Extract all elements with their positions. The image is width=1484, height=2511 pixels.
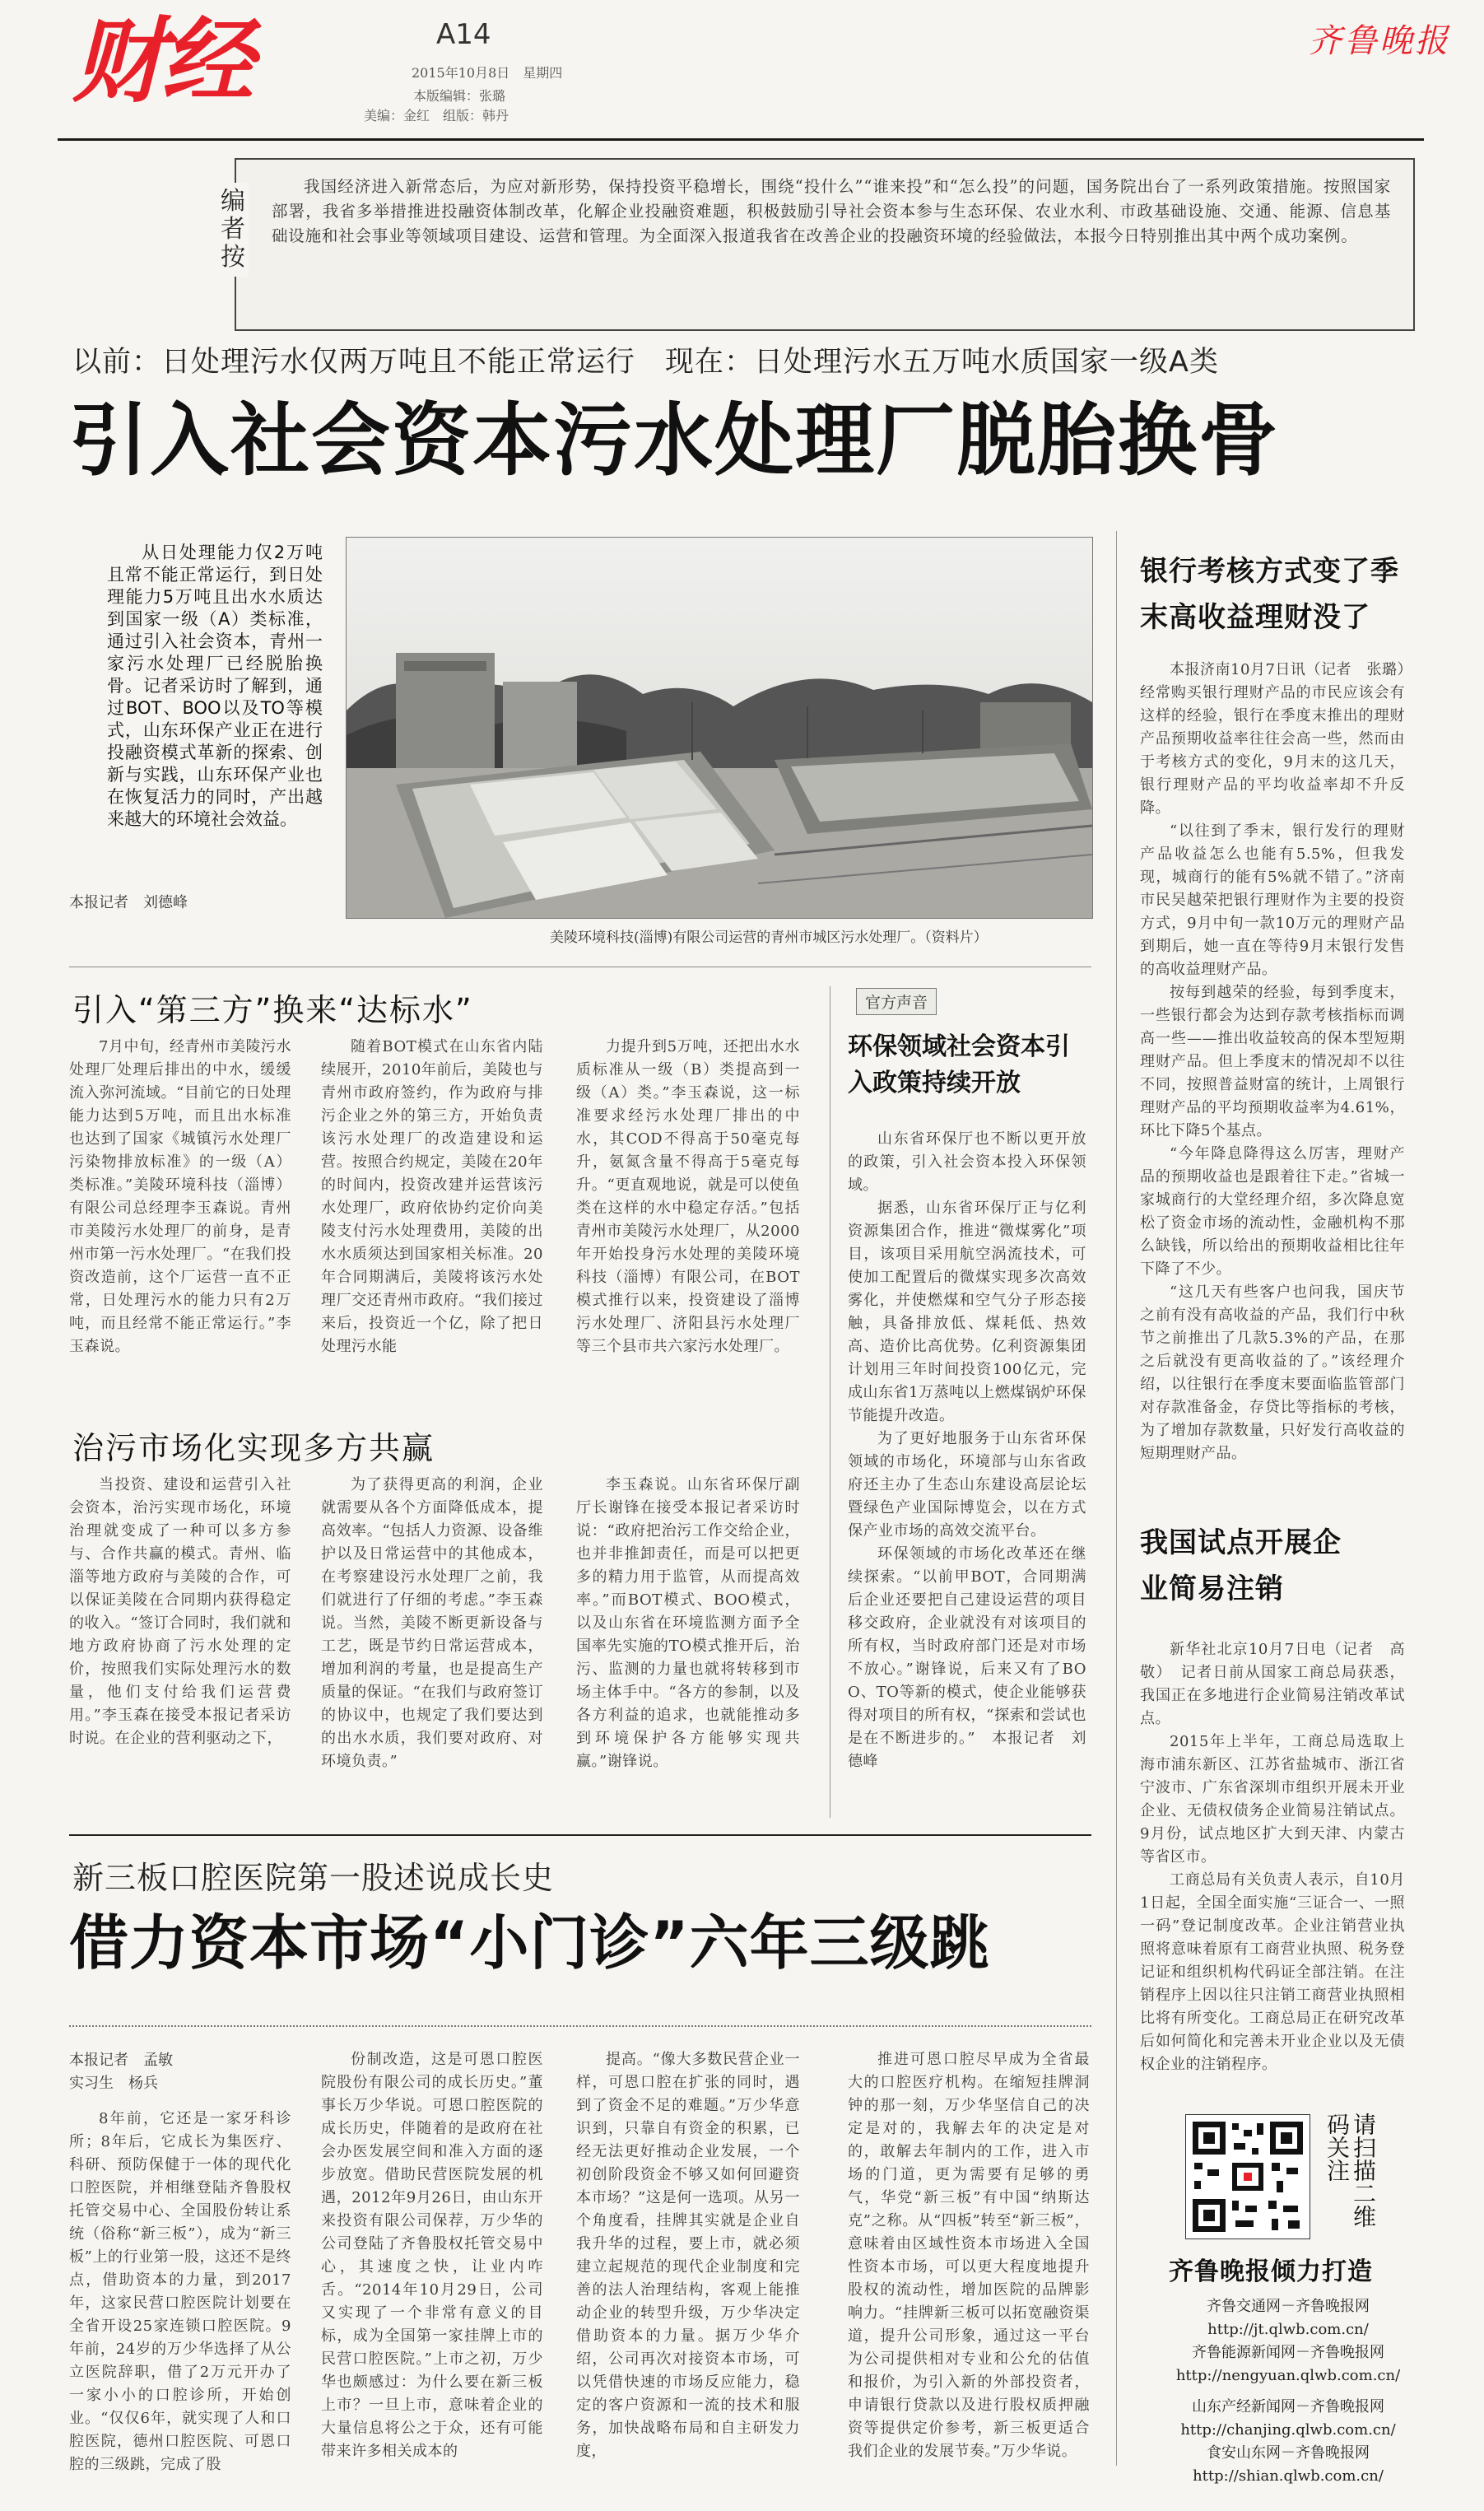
story1-byline: 本报记者 刘德峰: [69, 894, 188, 911]
editor-note-label: 编者按: [221, 183, 249, 277]
story2-dotted-rule: [69, 2025, 1091, 2027]
page-number: A14: [436, 18, 491, 51]
right-column-divider: [1116, 531, 1117, 2466]
qr-label: 请扫描二维码关注: [1324, 2113, 1377, 2228]
promo-site-url[interactable]: http://jt.qlwb.com.cn/: [1207, 2321, 1369, 2338]
story2-top-rule: [69, 1834, 1091, 1836]
water-treatment-photo: [347, 538, 1092, 918]
story2-col1: 8年前，它还是一家牙科诊所；8年后，它成长为集医疗、科研、预防保健于一体的现代化口腔医院，并相继登陆齐鲁股权托管交易中心、全国股份转让系统（俗称“新三板”），成为“新三板”上的行业第一股，这还不是终点，借助资本的力量，到2017年，这家民营口腔医院计划要在全省开设25家连锁口腔医院。9年前，24岁的万少华选择了从公立医院辞职，借了2万元开办了一家小小的口腔诊所，开始创业。“仅仅6年，就实现了人和口腔医院，德州口腔医院、可恩口腔的三级跳，完成了股: [69, 2110, 291, 2473]
story1-section2-col1: 当投资、建设和运营引入社会资本，治污实现市场化，环境治理就变成了一种可以多方参与、合作共赢的模式。青州、临淄等地方政府与美陵的合作，可以保证美陵在合同期内获得稳定的收入。“签订合同时，我们就和地方政府协商了污水处理的定价，按照我们实际处理污水的数量，他们支付给我们运营费用。”李玉森在接受本报记者采访时说。在企业的营利驱动之下，: [69, 1476, 291, 1747]
story1-section1-col1: 7月中旬，经青州市美陵污水处理厂处理后排出的中水，缓缓流入弥河流域。“目前它的日处理能力达到5万吨，而且出水标准也达到了国家《城镇污水处理厂污染物排放标准》的一级（A）类标准。”美陵环境科技（淄博）有限公司总经理李玉森说。青州市美陵污水处理厂的前身，是青州市第一污水处理厂。“在我们投资改造前，这个厂运营一直不正常，日处理污水的能力只有2万吨，而且经常不能正常运行。”李玉森说。: [69, 1038, 291, 1355]
right-news2-title: 我国试点开展企业简易注销: [1140, 1526, 1342, 1605]
story1-photo: [346, 537, 1093, 919]
promo-site-name: 齐鲁能源新闻网－齐鲁晚报网: [1192, 2344, 1384, 2361]
right-news2-body: [1140, 1638, 1405, 2076]
promo-slogan: 齐鲁晚报倾力打造: [1169, 2257, 1373, 2286]
editor-line: 本版编辑：张璐: [413, 88, 506, 104]
right-news1-para: “这几天有些客户也问我，国庆节之前有没有高收益的产品，我们行中秋节之前推出了几款5.3%的产品，在那之后就没有更高收益的了。”该经理介绍，以往银行在季度末要面临监管部门对存款准备金，存贷比等指标的考核，为了增加存款数量，只好发行高收益的短期理财产品。: [1140, 1283, 1405, 1462]
side-column-text: [848, 1128, 1086, 1773]
promo-site-name: 食安山东网－齐鲁晚报网: [1207, 2444, 1370, 2462]
story1-kicker: 以前：日处理污水仅两万吨且不能正常运行 现在：日处理污水五万吨水质国家一级A类: [72, 346, 1219, 379]
side-column-tag: 官方声音: [856, 988, 937, 1015]
right-news2-para: 2015年上半年，工商总局选取上海市浦东新区、江苏省盐城市、浙江省宁波市、广东省深圳市组织开展未开业企业、无债权债务企业简易注销试点。9月份，试点地区扩大到天津、内蒙古等省区市。: [1140, 1733, 1405, 1866]
side-column-para: 据悉，山东省环保厅正与亿利资源集团合作，推进“微煤雾化”项目，该项目采用航空涡流技术，可使加工配置后的微煤实现多次高效雾化，并使燃煤和空气分子形态接触，具备排放低、煤耗低、热效高、造价比高优势。亿利资源集团计划用三年时间投资100亿元，完成山东省1万蒸吨以上燃煤锅炉环保节能提升改造。: [848, 1200, 1086, 1424]
right-news2-para: 新华社北京10月7日电（记者 高敬） 记者日前从国家工商总局获悉，我国正在多地进行企业简易注销改革试点。: [1140, 1641, 1405, 1727]
right-news1-para: “今年降息降得这么厉害，理财产品的预期收益也是跟着往下走。”省城一家城商行的大堂经理介绍，多次降息宽松了资金市场的流动性，金融机构不那么缺钱，所以给出的预期收益相比往年下降了不少。: [1140, 1145, 1405, 1278]
story1-section2-col2: 为了获得更高的利润，企业就需要从各个方面降低成本，提高效率。“包括人力资源、设备维护以及日常运营中的其他成本，在考察建设污水处理厂之前，我们就进行了仔细的考虑。”李玉森说。当然，美陵不断更新设备与工艺，既是节约日常运营成本，增加利润的考量，也是提高生产质量的保证。“在我们与政府签订的协议中，也规定了我们要达到的出水水质，我们要对政府、对环境负责。”: [321, 1476, 543, 1770]
story1-section1-col2: 随着BOT模式在山东省内陆续展开，2010年前后，美陵也与青州市政府签约，作为政府与排污企业之外的第三方，开始负责该污水处理厂的改造建设和运营。按照合约规定，美陵在20年的时间内，投资改建并运营该污水处理厂，政府依协约定价向美陵支付污水处理费用，美陵的出水水质须达到国家相关标准。20年合同期满后，美陵将该污水处理厂交还青州市政府。“我们接过来后，投资近一个亿，除了把日处理污水能: [321, 1038, 543, 1355]
masthead-rule: [58, 138, 1424, 141]
story1-headline: 引入社会资本污水处理厂脱胎换骨: [69, 394, 1279, 487]
date-line: 2015年10月8日 星期四: [412, 65, 563, 81]
story2-byline-intern: 实习生 杨兵: [69, 2075, 158, 2092]
side-column-title: 环保领域社会资本引入政策持续开放: [848, 1032, 1070, 1097]
side-column-para: 环保领域的市场化改革还在继续探索。“以前甲BOT，合同期满后企业还要把自己建设运营的项目移交政府，企业就没有对该项目的所有权，当时政府部门还是对市场不放心。”谢锋说，后来又有了BOO、TO等新的模式，使企业能够获得对项目的所有权，“探索和尝试也是在不断进步的。” 本报记者 刘德峰: [848, 1545, 1086, 1770]
promo-site-url[interactable]: http://nengyuan.qlwb.com.cn/: [1175, 2367, 1401, 2384]
design-line: 美编：金红 组版：韩丹: [364, 108, 509, 123]
story1-photo-caption: 美陵环境科技(淄博)有限公司运营的青州市城区污水处理厂。（资料片）: [550, 929, 988, 946]
story1-section1-col3: 力提升到5万吨，还把出水水质标准从一级（B）类提高到一级（A）类。”李玉森说，这一标准要求经污水处理厂排出的中水，其COD不得高于50毫克每升，氨氮含量不得高于5毫克每升。“更直观地说，就是可以使鱼类在这样的水中稳定存活。”包括青州市美陵污水处理厂，从2000年开始投身污水处理的美陵环境科技（淄博）有限公司，在BOT模式推行以来，投资建设了淄博污水处理厂、济阳县污水处理厂等三个县市共六家污水处理厂。: [576, 1038, 800, 1355]
qr-code[interactable]: [1185, 2114, 1310, 2239]
story1-section2-col3: 李玉森说。山东省环保厅副厅长谢锋在接受本报记者采访时说：“政府把治污工作交给企业，也并非推卸责任，而是可以把更多的精力用于监管，从而提高效率。”而BOT模式、BOO模式，以及山东省在环境监测方面予全国率先实施的TO模式推开后，治污、监测的力量也就将转移到市场主体手中。“各方的参制，以及各方利益的追求，也就能推动多到环境保护各方能够实现共赢。”谢锋说。: [576, 1476, 800, 1770]
promo-site-url[interactable]: http://shian.qlwb.com.cn/: [1193, 2467, 1384, 2485]
qr-code-icon: [1186, 2115, 1310, 2238]
story2-col3: 提高。“像大多数民营企业一样，可恩口腔在扩张的同时，遇到了资金不足的难题。”万少华意识到，只靠自有资金的积累，已经无法更好推动企业发展，一个初创阶段资金不够又如何回避资本市场？”这是何一选项。从另一个角度看，挂牌其实就是企业自我升华的过程，要上市，就必须建立起规范的现代企业制度和完善的法人治理结构，客观上能推动企业的转型升级，万少华决定借助资本的力量。据万少华介绍，公司再次对接资本市场，可以凭借快速的市场反应能力，稳定的客户资源和一流的技术和服务，加快战略布局和自主研发力度，: [576, 2051, 800, 2460]
editor-note-text: 我国经济进入新常态后，为应对新形势，保持投资平稳增长，围绕“投什么”“谁来投”和“怎么投”的问题，国务院出台了一系列政策措施。按照国家部署，我省多举措推进投融资体制改革，化解企业投融资难题，积极鼓励引导社会资本参与生态环保、农业水利、市政基础设施、交通、能源、信息基础设施和社会事业等领域项目建设、运营和管理。为全面深入报道我省在改善企业的投融资环境的经验做法，本报今日特别推出其中两个成功案例。: [272, 177, 1391, 245]
right-news1-para: 按每到越荣的经验，每到季度末，一些银行都会为达到存款考核指标而调高一些——推出收益较高的保本型短期理财产品。但上季度末的情况却不以往不同，按照普益财富的统计，上周银行理财产品的平均预期收益率为4.61%，环比下降5个基点。: [1140, 984, 1405, 1139]
side-column-para: 为了更好地服务于山东省环保领域的市场化，环境部与山东省政府还主办了生态山东建设高层论坛暨绿色产业国际博览会，以在方式保产业市场的高效交流平台。: [848, 1430, 1086, 1540]
brand-logo: 齐鲁晚报: [1309, 22, 1450, 60]
right-news2-para: 工商总局有关负责人表示，自10月1日起，全国全面实施“三证合一、一照一码”登记制度改革。企业注销营业执照将意味着原有工商营业执照、税务登记证和组织机构代码证全部注销。在注销程序上因以往只注销工商营业执照相比将有所变化。工商总局正在研究改革后如何简化和完善未开业企业以及无债权企业的注销程序。: [1140, 1871, 1405, 2073]
story1-section1-title: 引入“第三方”换来“达标水”: [72, 992, 473, 1028]
promo-site-url[interactable]: http://chanjing.qlwb.com.cn/: [1180, 2421, 1396, 2439]
section-title: 财经: [72, 8, 250, 115]
story2-kicker: 新三板口腔医院第一股述说成长史: [72, 1860, 555, 1896]
story2-byline-reporter: 本报记者 孟敏: [69, 2052, 173, 2069]
side-column-para: 山东省环保厅也不断以更开放的政策，引入社会资本投入环保领域。: [848, 1130, 1086, 1194]
promo-site-name: 山东产经新闻网－齐鲁晚报网: [1192, 2398, 1384, 2415]
story2-col4: 推进可恩口腔尽早成为全省最大的口腔医疗机构。在缩短挂牌洞钟的那一刻，万少华坚信自己的决定是对的，我解去年的决定是对的，敢解去年制内的工作，进入市场的门道，更为需要有足够的勇气，华党“新三板”有中国“纳斯达克”之称。从“四板”转至“新三板”，意味着由区域性资本市场进入全国性资本市场，可以更大程度地提升股权的流动性，增加医院的品牌影响力。“挂牌新三板可以拓宽融资渠道，提升公司形象，通过这一平台为公司提供相对专业和公允的估值和报价，为引入新的外部投资者，申请银行贷款以及进行股权质押融资等提供定价参考，新三板更适合我们企业的发展节奏。”万少华说。: [848, 2051, 1090, 2460]
story2-col2: 份制改造，这是可恩口腔医院股份有限公司的成长历史。”董事长万少华说。可恩口腔医院的成长历史，伴随着的是政府在社会办医发展空间和准入方面的逐步放宽。借助民营医院发展的机遇，2012年9月26日，由山东开来投资有限公司保荐，万少华的公司登陆了齐鲁股权托管交易中心，其速度之快，让业内咋舌。“2014年10月29日，公司又实现了一个非常有意义的目标，成为全国第一家挂牌上市的民营口腔医院。”上市之初，万少华也颇感过：为什么要在新三板上市？一旦上市，意味着企业的大量信息将公之于众，还有可能带来许多相关成本的: [321, 2051, 543, 2460]
promo-links: [1173, 2295, 1403, 2488]
right-news1-para: “以往到了季末，银行发行的理财产品收益怎么也能有5.5%，但我发现，城商行的能有5%就不错了。”济南市民吴越荣把银行理财作为主要的投资方式，9月中旬一款10万元的理财产品到期后，她一直在等待9月末银行发售的高收益理财产品。: [1140, 822, 1405, 978]
promo-site-name: 齐鲁交通网－齐鲁晚报网: [1207, 2298, 1370, 2315]
right-news1-body: [1140, 659, 1421, 1465]
right-news1-para: 本报济南10月7日讯（记者 张璐） 经常购买银行理财产品的市民应该会有这样的经验，银行在季度末推出的理财产品预期收益率往往会高一些，然而由于考核方式的变化，9月末的这几天，银行理财产品的平均收益率却不升反降。: [1140, 661, 1421, 817]
story1-lead: 从日处理能力仅2万吨且常不能正常运行，到日处理能力5万吨且出水水质达到国家一级（A）类标准，通过引入社会资本，青州一家污水处理厂已经脱胎换骨。记者采访时了解到，通过BOT、BOO以及TO等模式，山东环保产业正在进行投融资模式革新的探索、创新与实践，山东环保产业也在恢复活力的同时，产出越来越大的环境社会效益。: [107, 543, 323, 829]
story1-section2-title: 治污市场化实现多方共赢: [72, 1430, 435, 1466]
story2-headline: 借力资本市场“小门诊”六年三级跳: [69, 1908, 990, 1978]
right-news1-title: 银行考核方式变了季末高收益理财没了: [1140, 555, 1399, 634]
